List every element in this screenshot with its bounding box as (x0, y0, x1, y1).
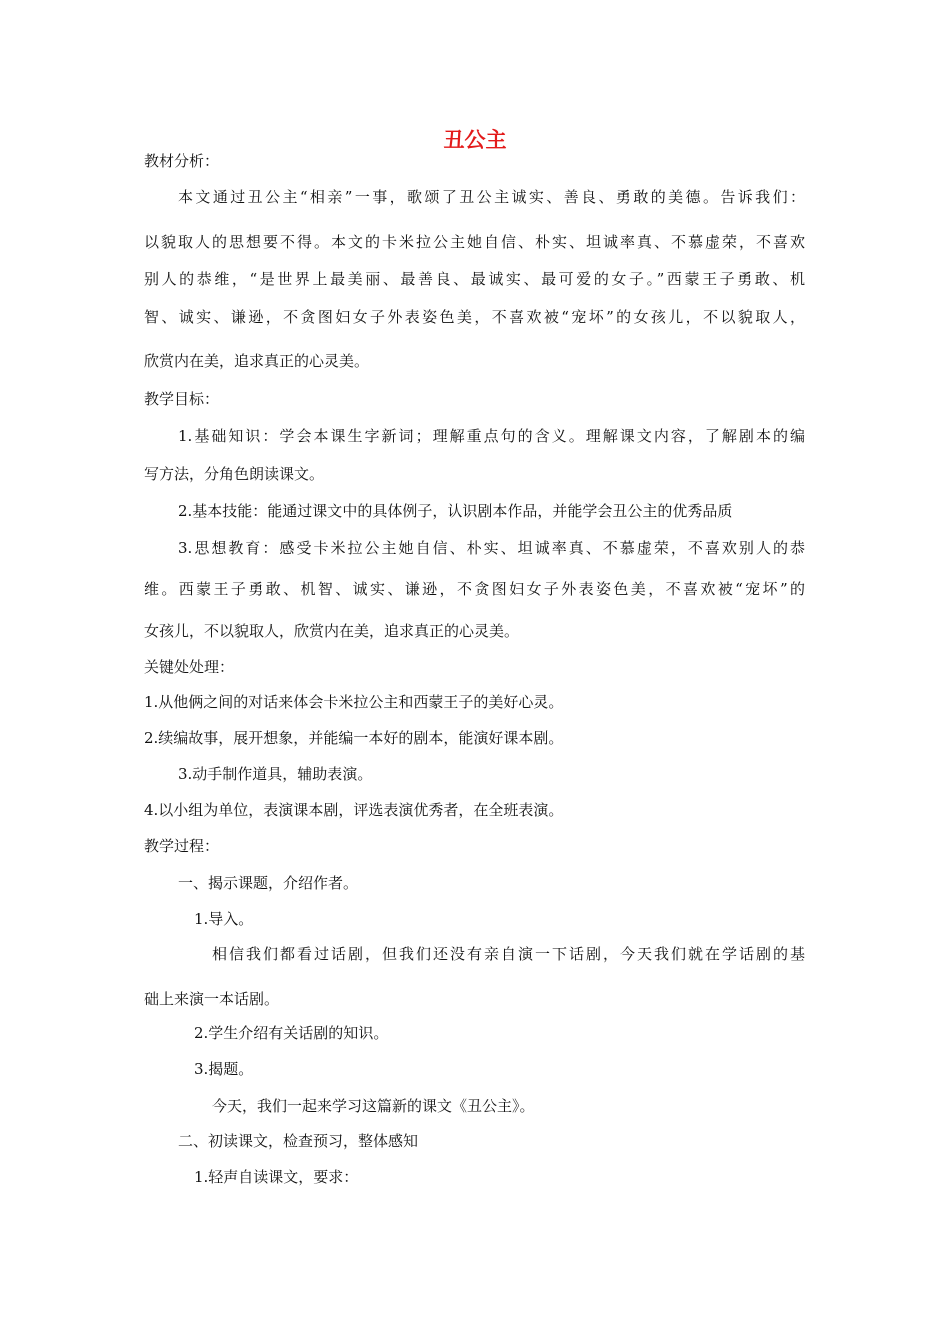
process-step: 1.导入。 (194, 910, 254, 928)
heading-teaching-process: 教学过程： (144, 837, 220, 855)
key-point-item: 1.从他俩之间的对话来体会卡米拉公主和西蒙王子的美好心灵。 (144, 693, 564, 711)
heading-textbook-analysis: 教材分析： (144, 152, 220, 170)
key-point-item: 2.续编故事，展开想象，并能编一本好的剧本，能演好课本剧。 (144, 729, 564, 747)
goal-item: 写方法，分角色朗读课文。 (144, 465, 325, 483)
document-title: 丑公主 (443, 128, 507, 152)
heading-key-points: 关键处处理： (144, 658, 235, 676)
key-point-item: 4.以小组为单位，表演课本剧，评选表演优秀者，在全班表演。 (144, 801, 564, 819)
goal-item: 维。西蒙王子勇敢、机智、诚实、谦逊，不贪图妇女子外表姿色美，不喜欢被“宠坏”的 (144, 580, 805, 598)
process-step: 1.轻声自读课文，要求： (194, 1168, 359, 1186)
process-text: 相信我们都看过话剧，但我们还没有亲自演一下话剧，今天我们就在学话剧的基 (212, 945, 805, 963)
key-point-item: 3.动手制作道具，辅助表演。 (178, 765, 373, 783)
process-text: 今天，我们一起来学习这篇新的课文《丑公主》。 (212, 1097, 535, 1115)
paragraph-line: 智、诚实、谦逊，不贪图妇女子外表姿色美，不喜欢被“宠坏”的女孩儿，不以貌取人， (144, 308, 805, 326)
process-step: 2.学生介绍有关话剧的知识。 (194, 1024, 389, 1042)
paragraph-line: 别人的恭维，“是世界上最美丽、最善良、最诚实、最可爱的女子。”西蒙王子勇敢、机 (144, 270, 805, 288)
paragraph-line: 以貌取人的思想要不得。本文的卡米拉公主她自信、朴实、坦诚率真、不慕虚荣，不喜欢 (144, 233, 805, 251)
process-step: 3.揭题。 (194, 1060, 254, 1078)
goal-item: 女孩儿，不以貌取人，欣赏内在美，追求真正的心灵美。 (144, 622, 520, 640)
goal-item: 2.基本技能：能通过课文中的具体例子，认识剧本作品，并能学会丑公主的优秀品质 (178, 502, 733, 520)
goal-item: 3.思想教育：感受卡米拉公主她自信、朴实、坦诚率真、不慕虚荣，不喜欢别人的恭 (178, 539, 805, 557)
process-text: 础上来演一本话剧。 (144, 990, 280, 1008)
goal-item: 1.基础知识：学会本课生字新词；理解重点句的含义。理解课文内容，了解剧本的编 (178, 427, 805, 445)
process-section: 二、初读课文，检查预习，整体感知 (178, 1132, 419, 1150)
paragraph-line: 本文通过丑公主“相亲”一事，歌颂了丑公主诚实、善良、勇敢的美德。告诉我们： (178, 188, 805, 206)
process-section: 一、揭示课题，介绍作者。 (178, 874, 359, 892)
heading-teaching-goals: 教学目标： (144, 390, 220, 408)
paragraph-line: 欣赏内在美，追求真正的心灵美。 (144, 352, 370, 370)
